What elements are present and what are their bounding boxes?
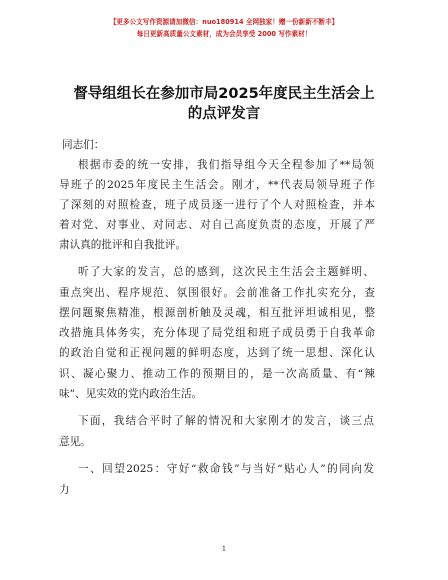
section-heading-1-line-1: 一、回望2025：守好“救命钱”与当好“贴心人”的同向发 <box>78 463 374 475</box>
document-title-line-2: 的点评发言 <box>187 106 261 122</box>
section-heading-1-line-2: 力 <box>59 484 70 496</box>
document-title-line-1: 督导组组长在参加市局2025年度民主生活会上 <box>73 86 375 102</box>
paragraph-3-line-2: 意见。 <box>59 436 91 448</box>
promo-banner-line-2: 每日更新高质量公文素材，成为会员享受 2000 写作素材！ <box>136 30 312 38</box>
paragraph-1-line-4: 着对党、对事业、对同志、对自己高度负责的态度，开展了严 <box>59 219 375 231</box>
paragraph-2-line-4: 改措施具体务实，充分体现了局党组和班子成员勇于自我革命 <box>59 327 375 339</box>
paragraph-1-line-5: 肃认真的批评和自我批评。 <box>59 239 187 251</box>
paragraph-2-line-3: 摆问题聚焦精准，根源剖析触及灵魂，相互批评坦诚相见，整 <box>59 307 375 319</box>
paragraph-3-line-1: 下面，我结合平时了解的情况和大家刚才的发言，谈三点 <box>78 415 374 427</box>
salutation: 同志们： <box>62 139 105 151</box>
paragraph-2-line-1: 听了大家的发言，总的感到，这次民主生活会主题鲜明、 <box>78 266 374 278</box>
promo-banner-line-1: 【更多公文写作资源请加微信：nuo180914 全网独家！赠一份新新不断丰】 <box>109 18 339 26</box>
paragraph-2-line-2: 重点突出、程序规范、氛围很好。会前准备工作扎实充分，查 <box>59 287 375 299</box>
paragraph-2-line-7: 味”、见实效的党内政治生活。 <box>59 388 203 400</box>
paragraph-2-line-6: 识、凝心聚力、推动工作的预期目的，是一次高质量、有“辣 <box>59 368 375 380</box>
paragraph-1-line-3: 了深刻的对照检查，班子成员逐一进行了个人对照检查，并本 <box>59 199 375 211</box>
paragraph-2-line-5: 的政治自觉和正视问题的鲜明态度，达到了统一思想、深化认 <box>59 347 375 359</box>
paragraph-1-line-1: 根据市委的统一安排，我们指导组今天全程参加了**局领 <box>78 159 374 171</box>
page-number: 1 <box>221 545 227 553</box>
paragraph-1-line-2: 导班子的2025年度民主生活会。刚才，**代表局领导班子作 <box>59 179 375 191</box>
